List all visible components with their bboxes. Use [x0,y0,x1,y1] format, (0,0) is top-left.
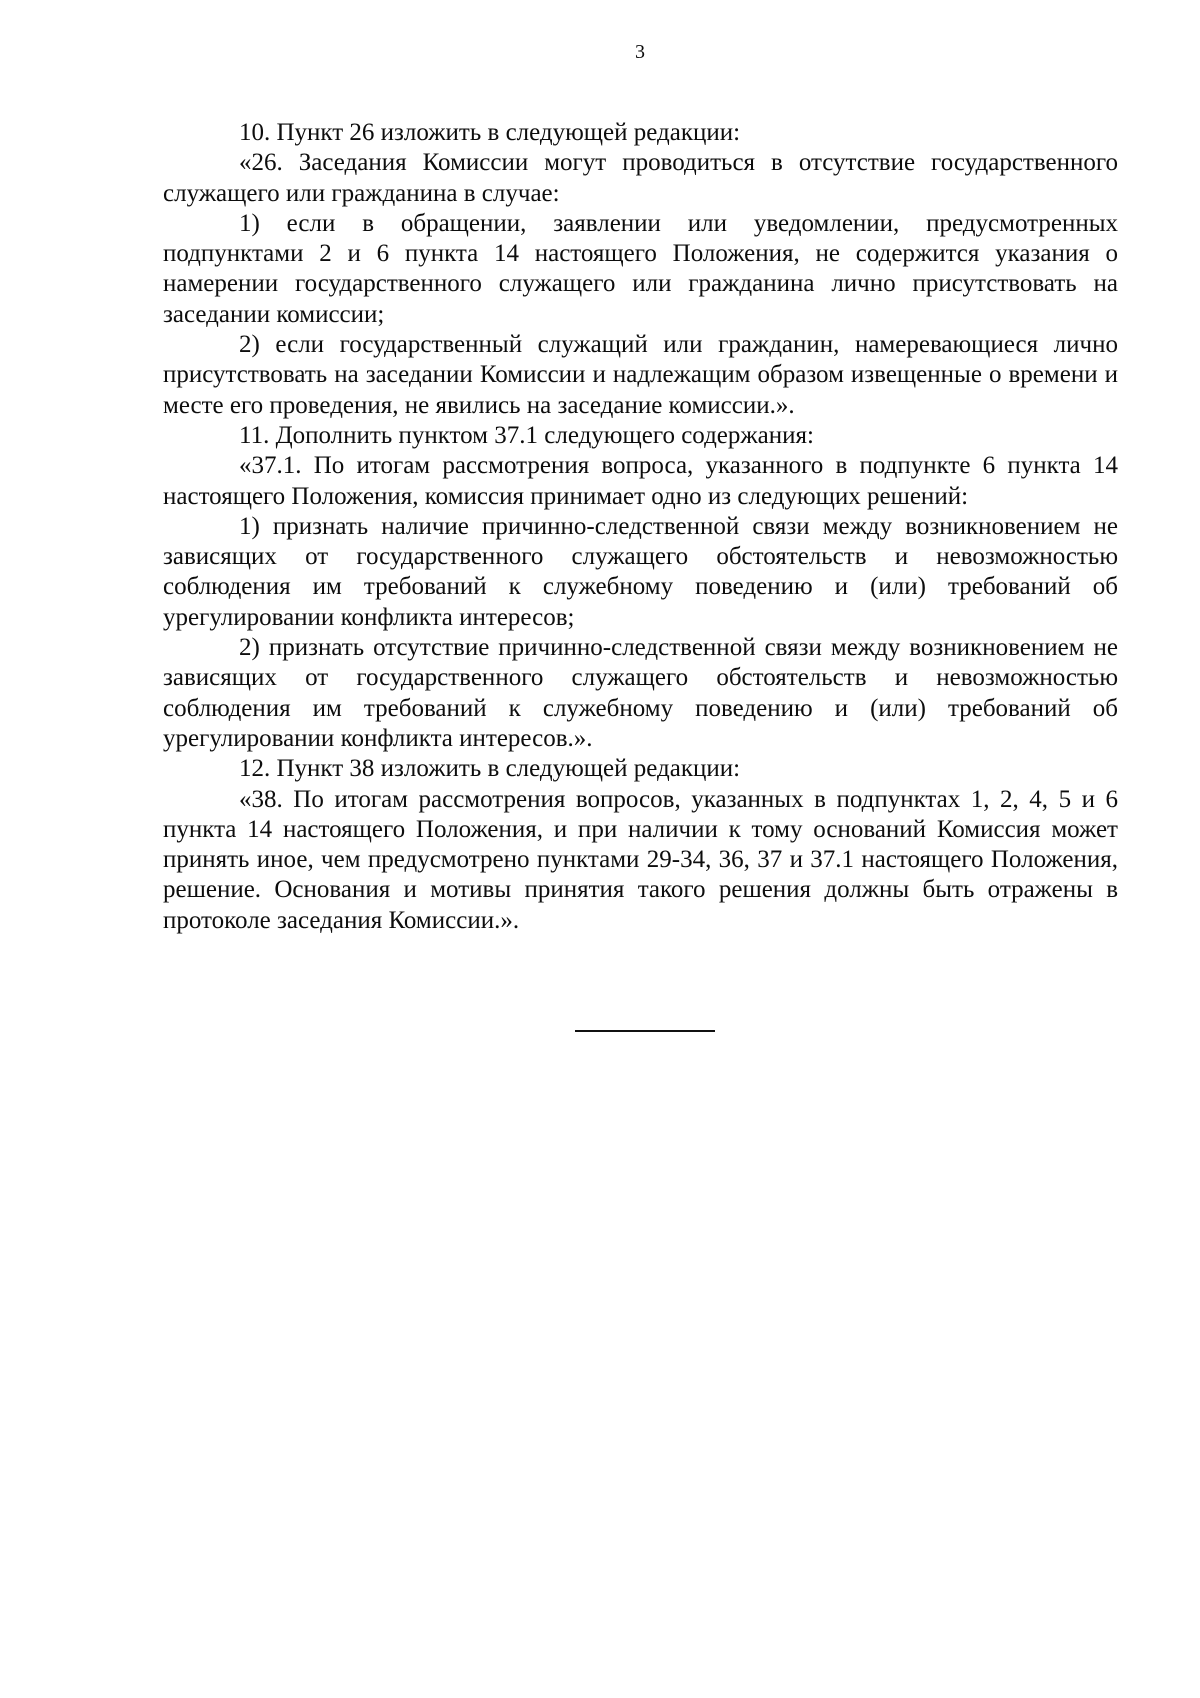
paragraph-26-subitem-1: 1) если в обращении, заявлении или уведомлении, предусмотренных подпунктами 2 и 6 пункта 14 настоящего Положения, не содержится указания о намерении государственного служащего или гражданина лично присутствовать на заседании комиссии; [163,209,1118,328]
paragraph-quote-37-1: «37.1. По итогам рассмотрения вопроса, указанного в подпункте 6 пункта 14 настоящего Положения, комиссия принимает одно из следующих решений: [163,452,1118,510]
paragraph-26-subitem-2: 2) если государственный служащий или гражданин, намеревающиеся лично присутствовать на заседании Комиссии и надлежащим образом извещенные о времени и месте его проведения, не явились на заседание комиссии.». [163,331,1118,419]
closing-divider-line [575,1030,715,1032]
paragraph-quote-26: «26. Заседания Комиссии могут проводиться в отсутствие государственного служащего или гражданина в случае: [163,149,1118,207]
paragraph-item-12: 12. Пункт 38 изложить в следующей редакции: [239,755,741,783]
page-number: 3 [635,41,645,63]
paragraph-quote-38: «38. По итогам рассмотрения вопросов, указанных в подпунктах 1, 2, 4, 5 и 6 пункта 14 настоящего Положения, и при наличии к тому оснований Комиссия может принять иное, чем предусмотрено пунктами 29-34, 36, 37 и 37.1 настоящего Положения, решение. Основания и мотивы принятия такого решения должны быть отражены в протоколе заседания Комиссии.». [163,785,1118,934]
paragraph-item-11: 11. Дополнить пунктом 37.1 следующего содержания: [239,421,814,449]
document-body [163,118,1118,936]
paragraph-37-1-subitem-1: 1) признать наличие причинно-следственной связи между возникновением не зависящих от государственного служащего обстоятельств и невозможностью соблюдения им требований к служебному поведению и (или) требований об урегулировании конфликта интересов; [163,512,1118,631]
paragraph-37-1-subitem-2: 2) признать отсутствие причинно-следственной связи между возникновением не зависящих от государственного служащего обстоятельств и невозможностью соблюдения им требований к служебному поведению и (или) требований об урегулировании конфликта интересов.». [163,634,1118,752]
paragraph-item-10: 10. Пункт 26 изложить в следующей редакции: [239,119,741,146]
